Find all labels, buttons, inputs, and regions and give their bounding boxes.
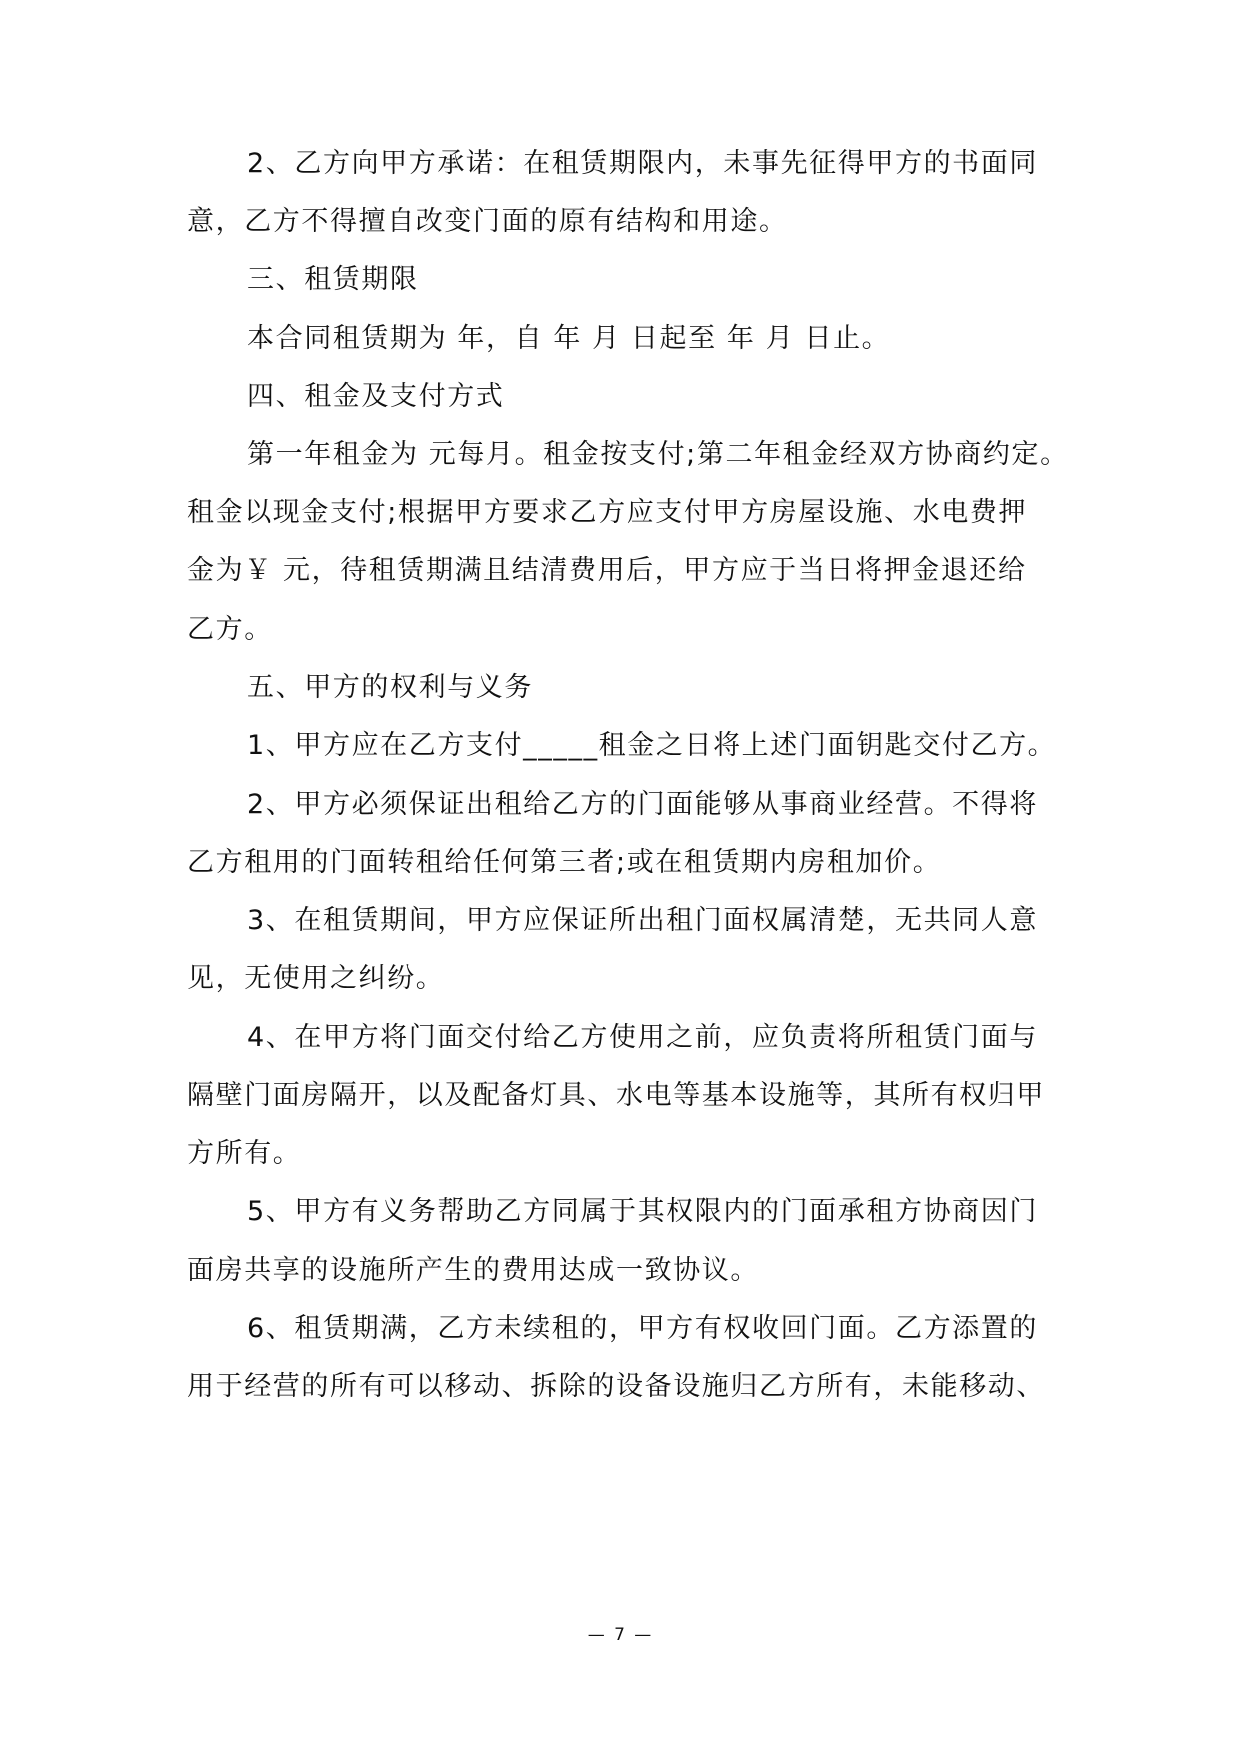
section-3-heading: 三、租赁期限 <box>247 264 419 295</box>
duty-4-line-2: 隔壁门面房隔开，以及配备灯具、水电等基本设施等，其所有权归甲 <box>187 1080 1045 1111</box>
section-5-heading: 五、甲方的权利与义务 <box>247 672 533 703</box>
rent-line-3: 金为￥ 元，待租赁期满且结清费用后，甲方应于当日将押金退还给 <box>187 555 1027 586</box>
rent-line-1: 第一年租金为 元每月。租金按支付;第二年租金经双方协商约定。 <box>247 439 1069 470</box>
duty-5-line-1: 5、甲方有义务帮助乙方同属于其权限内的门面承租方协商因门 <box>247 1196 1038 1227</box>
duty-2-line-1: 2、甲方必须保证出租给乙方的门面能够从事商业经营。不得将 <box>247 789 1038 820</box>
duty-2-line-2: 乙方租用的门面转租给任何第三者;或在租赁期内房租加价。 <box>187 847 942 878</box>
rent-line-2: 租金以现金支付;根据甲方要求乙方应支付甲方房屋设施、水电费押 <box>187 497 1028 528</box>
section-4-heading: 四、租金及支付方式 <box>247 381 505 412</box>
duty-1-line: 1、甲方应在乙方支付_____租金之日将上述门面钥匙交付乙方。 <box>247 730 1057 761</box>
duty-3-line-1: 3、在租赁期间，甲方应保证所出租门面权属清楚，无共同人意 <box>247 905 1038 936</box>
clause-2-line-2: 意，乙方不得擅自改变门面的原有结构和用途。 <box>187 206 788 237</box>
duty-6-line-1: 6、租赁期满，乙方未续租的，甲方有权收回门面。乙方添置的 <box>247 1313 1038 1344</box>
page-number: — 7 — <box>587 1625 654 1645</box>
duty-4-line-3: 方所有。 <box>187 1138 302 1169</box>
duty-4-line-1: 4、在甲方将门面交付给乙方使用之前，应负责将所租赁门面与 <box>247 1022 1038 1053</box>
lease-term-line: 本合同租赁期为 年，自 年 月 日起至 年 月 日止。 <box>247 323 891 354</box>
clause-2-line-1: 2、乙方向甲方承诺：在租赁期限内，未事先征得甲方的书面同 <box>247 148 1038 179</box>
duty-3-line-2: 见，无使用之纠纷。 <box>187 963 445 994</box>
duty-5-line-2: 面房共享的设施所产生的费用达成一致协议。 <box>187 1255 759 1286</box>
rent-line-4: 乙方。 <box>187 614 273 645</box>
duty-6-line-2: 用于经营的所有可以移动、拆除的设备设施归乙方所有，未能移动、 <box>187 1371 1045 1402</box>
